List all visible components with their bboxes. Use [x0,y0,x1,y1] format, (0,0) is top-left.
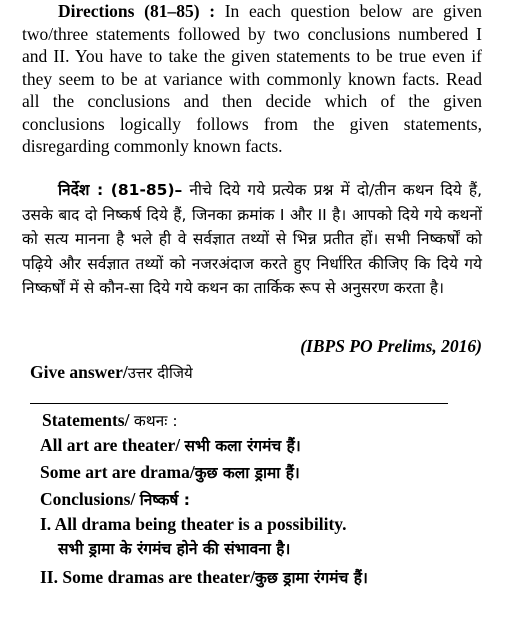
divider-line [30,403,448,404]
give-answer-hi: उत्तर दीजिये [127,364,193,382]
statement-1 [40,434,301,456]
statement-2-en: Some art are drama/ [40,462,195,482]
conclusion-1-hi-line [58,537,290,559]
statements-heading [42,409,178,431]
statement-1-hi: सभी कला रंगमंच हैं। [184,437,301,455]
statements-heading-en: Statements/ [42,410,130,430]
conclusions-heading-en: Conclusions/ [40,489,136,509]
conclusion-1-en: I. All drama being theater is a possibility. [40,514,347,534]
nirdesh-paragraph [22,178,482,301]
directions-label: Directions (81–85) : [58,1,216,21]
conclusion-2-en: II. Some dramas are theater/ [40,567,255,587]
give-answer-en: Give answer/ [30,362,128,382]
source-citation: (IBPS PO Prelims, 2016) [300,336,482,356]
conclusion-2 [40,566,368,588]
nirdesh-label: निर्देश : (81-85)– [58,181,183,199]
statement-2 [40,461,300,483]
statements-heading-hi: कथनः : [133,412,178,430]
statement-2-hi: कुछ कला ड्रामा हैं। [194,464,300,482]
directions-paragraph [22,0,482,158]
conclusions-heading [40,488,190,510]
conclusions-heading-hi: निष्कर्ष : [139,491,190,509]
conclusion-2-hi: कुछ ड्रामा रंगमंच हैं। [254,569,368,587]
conclusion-1-hi: सभी ड्रामा के रंगमंच होने की संभावना है। [58,540,291,558]
statement-1-en: All art are theater/ [40,435,181,455]
directions-text: In each question below are given two/three statements followed by two conclusions numbered I and II. You have to take the given statements to be true even if they seem to be at variance with commonly known facts. Read all the conclusions and then decide which of the given conclusions logically follows from the given statements, disregarding commonly known facts. [22,1,482,156]
give-answer-line [30,362,193,383]
nirdesh-text: नीचे दिये गये प्रत्येक प्रश्न में दो/तीन कथन दिये हैं, उसके बाद दो निष्कर्ष दिये हैं, जिनका क्रमांक I और II है। आपको दिये गये कथनों को सत्य मानना है भले ही वे सर्वज्ञात तथ्यों से भिन्न प्रतीत हों। सभी निष्कर्षों को पढ़िये और सर्वज्ञात तथ्यों को नजरअंदाज करते हुए निर्धारित कीजिए कि दिये गये निष्कर्षों में से कौन-सा दिये गये कथन का तार्किक रूप से अनुसरण करता है। [22,181,482,297]
